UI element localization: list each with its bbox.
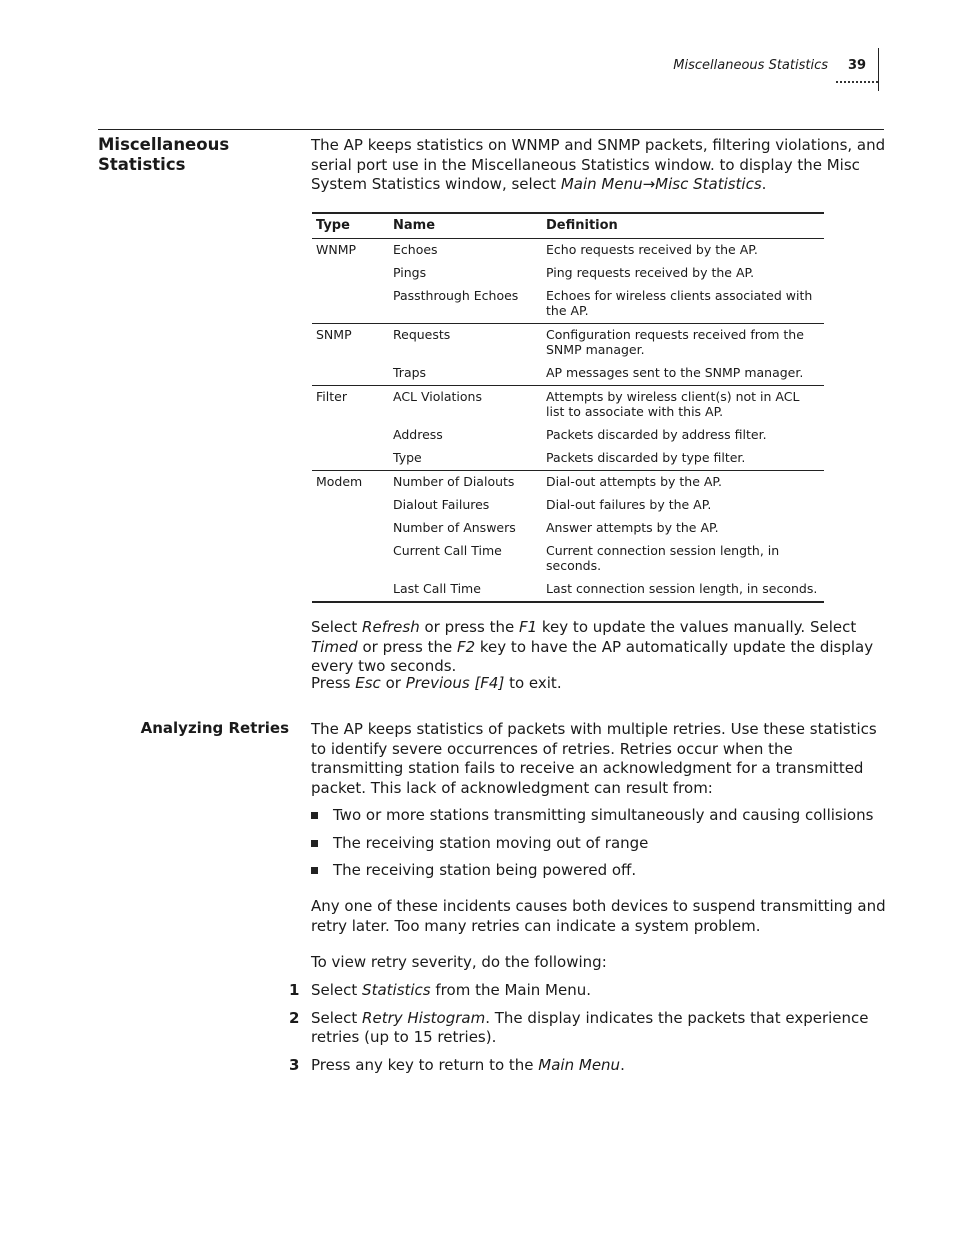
column-header-name: Name — [389, 213, 542, 239]
section-intro-paragraph: The AP keeps statistics on WNMP and SNMP packets, filtering violations, and serial port use in the Miscellaneous Statistics window. to display the Misc System Statistics window, select Main Menu→Misc Statistics. — [311, 136, 886, 194]
header-rule-vertical — [878, 48, 879, 91]
table-row: Filter ACL Violations Attempts by wireless client(s) not in ACL list to associate with this AP. — [316, 389, 800, 419]
subsection-heading: Analyzing Retries — [140, 719, 289, 737]
retries-followup-paragraph: Any one of these incidents causes both devices to suspend transmitting and retry later. Too many retries can indicate a system problem. — [311, 897, 886, 935]
column-header-definition: Definition — [542, 213, 824, 239]
section-heading: Miscellaneous Statistics — [98, 135, 230, 174]
table-row: Passthrough Echoes Echoes for wireless clients associated with the AP. — [312, 285, 824, 324]
table-row: Modem Number of Dialouts Dial-out attempts by the AP. — [316, 474, 722, 489]
step-item: 3 Press any key to return to the Main Menu. — [289, 1055, 625, 1074]
table-header-row — [312, 213, 824, 239]
step-item: 1 Select Statistics from the Main Menu. — [289, 981, 591, 999]
table-row: Current Call Time Current connection session length, in seconds. — [393, 543, 780, 573]
bullet-square-icon — [311, 867, 318, 874]
step-number: 3 — [289, 1055, 300, 1074]
header-dotted-rule — [836, 81, 878, 83]
step-number: 2 — [289, 1008, 300, 1027]
list-item: The receiving station moving out of range — [311, 834, 886, 854]
refresh-paragraph: Select Refresh or press the F1 key to update the values manually. Select Timed or press the F2 key to have the AP automatically update the display every two seconds. — [311, 618, 874, 676]
table-row: Number of Answers Answer attempts by the AP. — [393, 520, 719, 535]
page-number: 39 — [848, 58, 867, 73]
table-row: Address Packets discarded by address filter. — [393, 427, 767, 442]
table-row: SNMP Requests Configuration requests received from the SNMP manager. — [316, 327, 804, 357]
table-row: Pings Ping requests received by the AP. — [393, 265, 755, 280]
steps-intro: To view retry severity, do the following: — [311, 953, 607, 971]
list-item: The receiving station being powered off. — [311, 861, 886, 881]
table-row: Last Call Time Last connection session length, in seconds. — [312, 578, 824, 602]
step-number: 1 — [289, 981, 300, 999]
table-row: Traps AP messages sent to the SNMP manager. — [312, 362, 824, 386]
section-rule — [98, 129, 884, 130]
table-row: Type Packets discarded by type filter. — [312, 447, 824, 471]
misc-statistics-table — [312, 212, 824, 603]
step-item: 2 Select Retry Histogram. The display indicates the packets that experience retries (up to 15 retries). — [289, 1008, 869, 1047]
list-item: Two or more stations transmitting simultaneously and causing collisions — [311, 806, 886, 826]
bullet-square-icon — [311, 812, 318, 819]
procedure-steps — [289, 981, 886, 1083]
exit-paragraph: Press Esc or Previous [F4] to exit. — [311, 674, 562, 692]
table-row: Dialout Failures Dial-out failures by the AP. — [393, 497, 712, 512]
retry-causes-list — [311, 806, 886, 889]
column-header-type: Type — [312, 213, 389, 239]
menu-path: Main Menu→Misc Statistics — [560, 175, 762, 194]
table-row: WNMP Echoes Echo requests received by the AP. — [316, 242, 758, 257]
bullet-square-icon — [311, 840, 318, 847]
retries-intro-paragraph: The AP keeps statistics of packets with multiple retries. Use these statistics to identify severe occurrences of retries. Retries occur when the transmitting station fails to receive an acknowledgment for a transmitted packet. This lack of acknowledgment can result from: — [311, 720, 877, 797]
running-header-title: Miscellaneous Statistics — [673, 58, 828, 73]
